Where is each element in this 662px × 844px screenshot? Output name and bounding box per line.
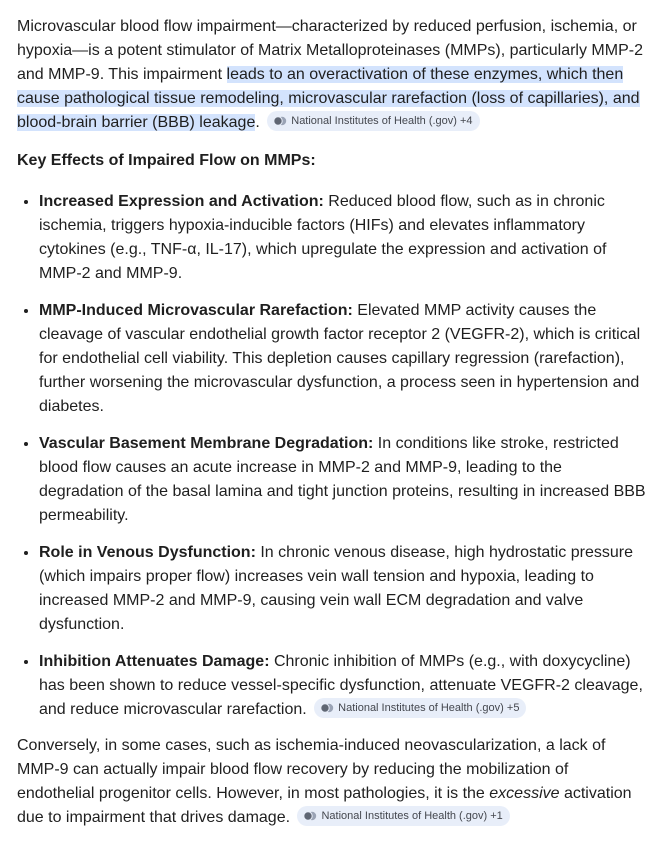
outro-text: Conversely, in some cases, such as ischemia-induced neovascularization, a lack of MMP-9 can actually impair blood flow recovery by reducing the mobilization of endothelial progenitor cells. However, in most pathologies, it is the bbox=[17, 737, 606, 802]
intro-text: Microvascular blood flow impairment—characterized by reduced perfusion, ischemia, or hypoxia—is a potent stimulator of Matrix Metalloproteinases (MMPs), particularly MMP-2 and MMP-9. This impairment bbox=[17, 18, 643, 83]
source-chip-label: National Institutes of Health (.gov) +5 bbox=[338, 702, 520, 714]
list-item bbox=[39, 649, 646, 722]
source-stack-icon bbox=[320, 703, 334, 713]
item-title: Vascular Basement Membrane Degradation: bbox=[39, 435, 374, 452]
item-text: Elevated MMP activity causes the cleavage of vascular endothelial growth factor receptor 2 (VEGFR-2), which is critical for endothelial cell viability. This depletion causes capillary regression (rarefaction), further worsening the microvascular dysfunction, a process seen in hypertension and diabetes. bbox=[39, 302, 641, 415]
item-text: In conditions like stroke, restricted blood flow causes an acute increase in MMP-2 and MMP-9, leading to the degradation of the basal lamina and tight junction proteins, resulting in increased BBB permeability. bbox=[39, 435, 646, 524]
source-chip[interactable] bbox=[297, 806, 509, 826]
section-heading: Key Effects of Impaired Flow on MMPs: bbox=[17, 152, 316, 169]
list-item bbox=[39, 298, 646, 419]
outro-emphasis: excessive bbox=[489, 785, 560, 802]
item-text: In chronic venous disease, high hydrostatic pressure (which impairs proper flow) increases vein wall tension and hypoxia, leading to increased MMP-2 and MMP-9, causing vein wall ECM degradation and valve dysfunction. bbox=[39, 544, 633, 633]
source-stack-icon bbox=[273, 116, 287, 126]
intro-paragraph bbox=[17, 15, 646, 135]
list-item bbox=[39, 189, 646, 286]
intro-period: . bbox=[255, 114, 260, 131]
item-title: Increased Expression and Activation: bbox=[39, 193, 324, 210]
item-title: Role in Venous Dysfunction: bbox=[39, 544, 256, 561]
source-stack-icon bbox=[303, 811, 317, 821]
effects-list bbox=[17, 189, 646, 722]
list-item bbox=[39, 431, 646, 528]
item-text: Reduced blood flow, such as in chronic ischemia, triggers hypoxia-inducible factors (HIFs) and elevates inflammatory cytokines (e.g., TNF-α, IL-17), which upregulate the expression and activation of MMP-2 and MMP-9. bbox=[39, 193, 607, 282]
outro-text-end: activation due to impairment that drives damage. bbox=[17, 785, 632, 826]
source-chip[interactable] bbox=[314, 698, 526, 718]
outro-paragraph bbox=[17, 734, 646, 830]
item-title: Inhibition Attenuates Damage: bbox=[39, 653, 270, 670]
highlighted-text: leads to an overactivation of these enzymes, which then cause pathological tissue remodeling, microvascular rarefaction (loss of capillaries), and blood-brain barrier (BBB) leakage bbox=[17, 66, 640, 131]
source-chip-label: National Institutes of Health (.gov) +1 bbox=[321, 810, 503, 822]
source-chip[interactable] bbox=[267, 111, 479, 131]
list-item bbox=[39, 540, 646, 637]
item-title: MMP-Induced Microvascular Rarefaction: bbox=[39, 302, 353, 319]
item-text: Chronic inhibition of MMPs (e.g., with doxycycline) has been shown to reduce vessel-specific dysfunction, attenuate VEGFR-2 cleavage, and reduce microvascular rarefaction. bbox=[39, 653, 643, 718]
source-chip-label: National Institutes of Health (.gov) +4 bbox=[291, 115, 473, 127]
